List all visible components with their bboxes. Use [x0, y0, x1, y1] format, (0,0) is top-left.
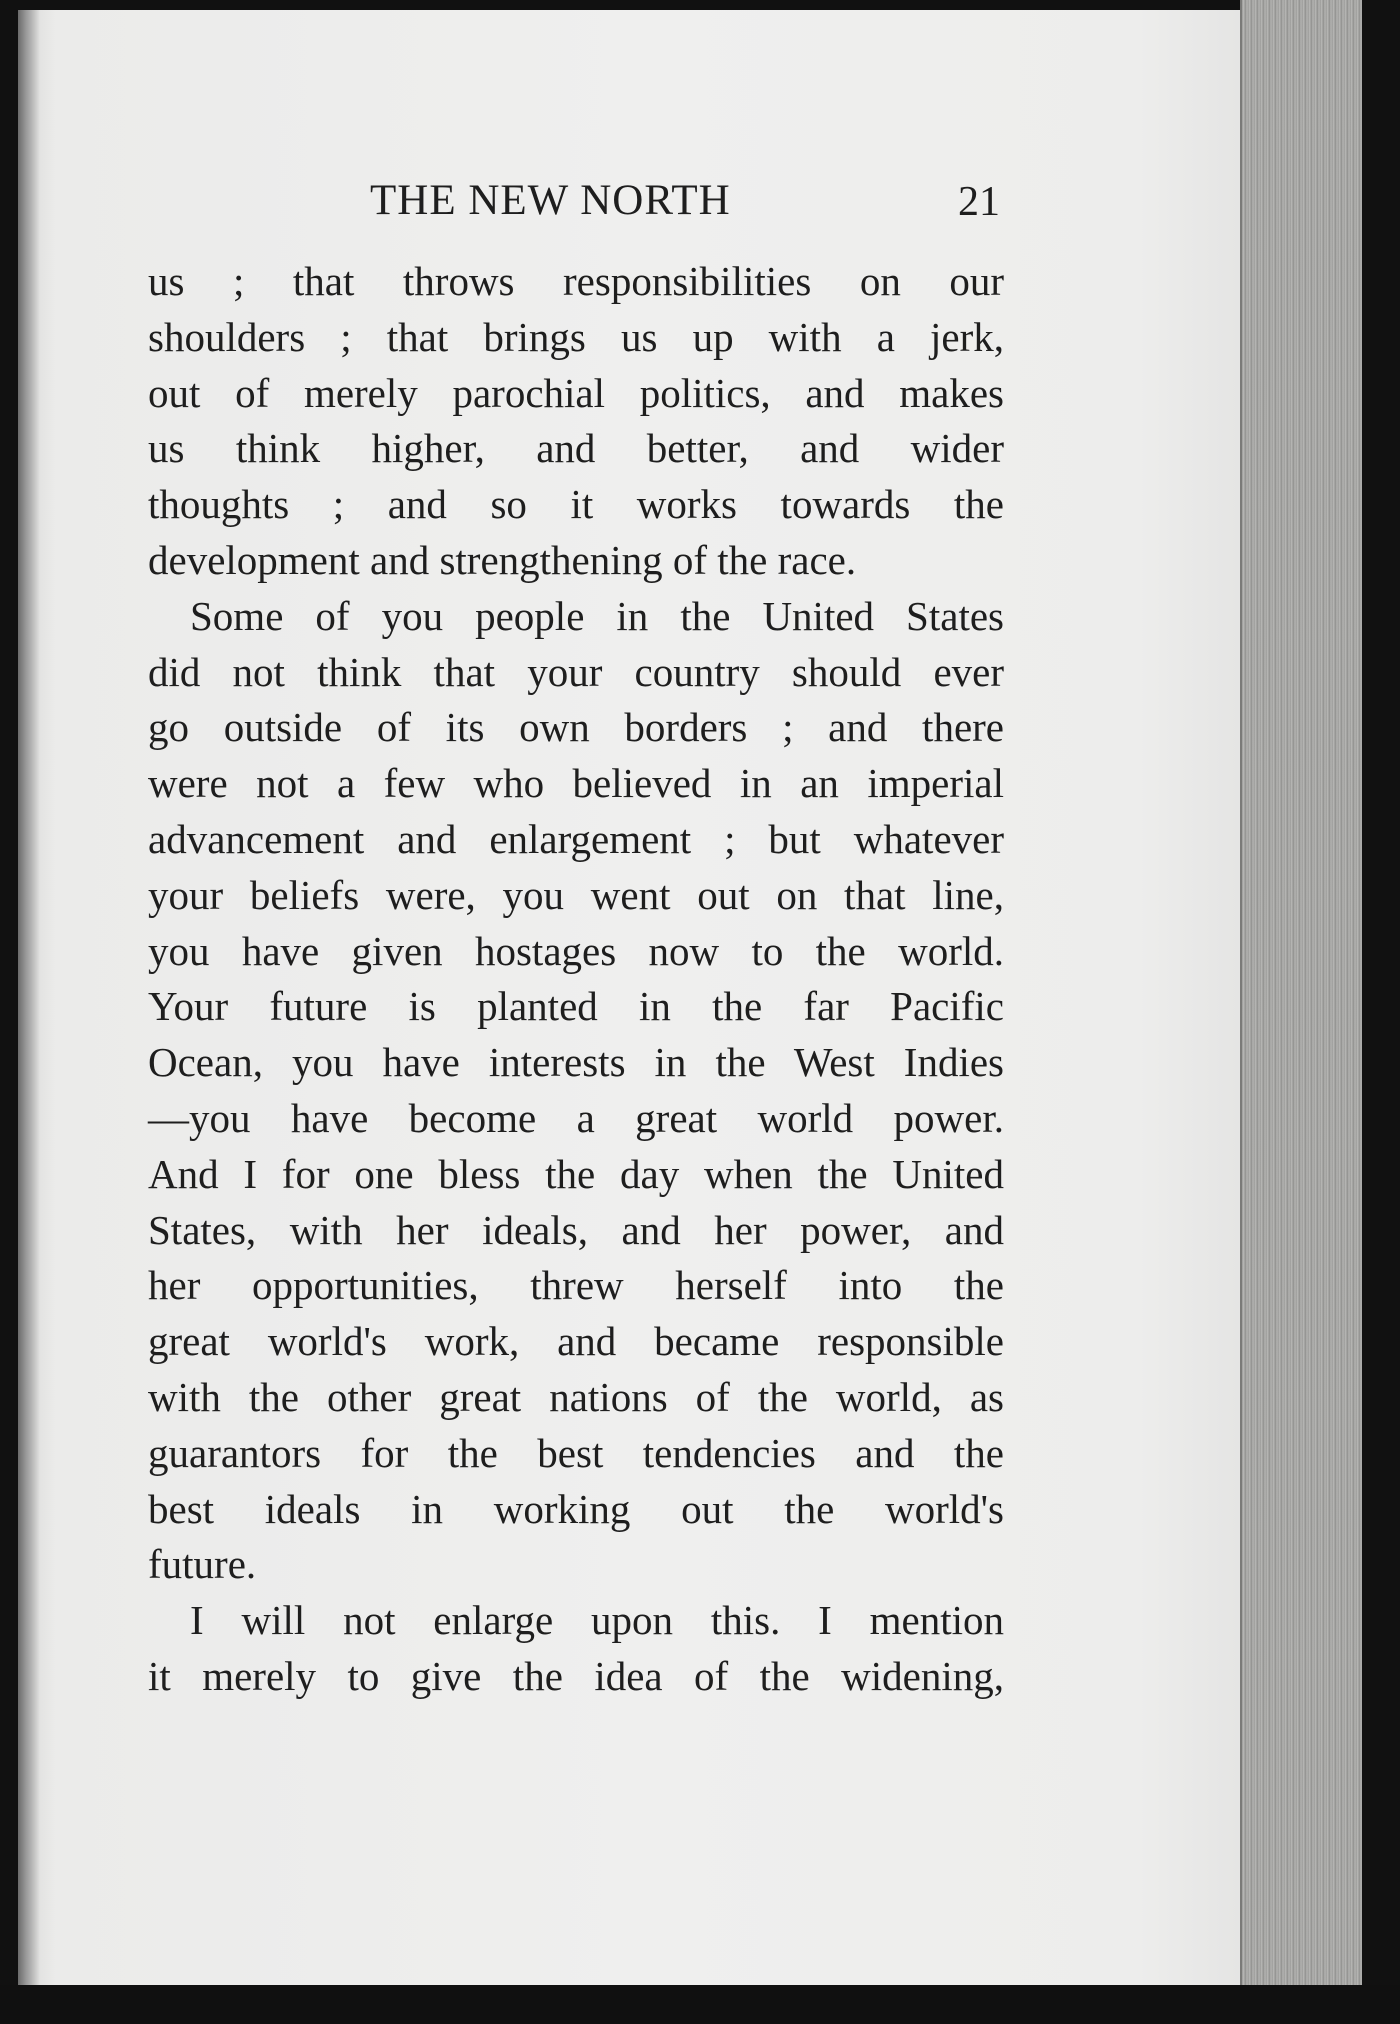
- page-edges: [1240, 0, 1362, 2000]
- text-line: guarantors for the best tendencies and the: [148, 1429, 1004, 1476]
- text-line: Ocean, you have interests in the West Indies: [148, 1039, 1004, 1086]
- text-line: great world's work, and became responsible: [148, 1318, 1004, 1365]
- page-number: 21: [958, 179, 1000, 225]
- text-line: Some of you people in the United States: [190, 592, 1004, 639]
- text-line: out of merely parochial politics, and makes: [148, 369, 1004, 416]
- text-line: And I for one bless the day when the United: [148, 1150, 1004, 1197]
- text-line: shoulders ; that brings us up with a jerk,: [148, 313, 1004, 360]
- text-line: were not a few who believed in an imperial: [148, 760, 1004, 807]
- text-line: with the other great nations of the world, as: [148, 1373, 1004, 1420]
- text-line: —you have become a great world power.: [148, 1094, 1004, 1141]
- text-line: I will not enlarge upon this. I mention: [190, 1597, 1004, 1644]
- text-line: you have given hostages now to the world.: [148, 927, 1004, 974]
- text-line: it merely to give the idea of the widening,: [148, 1652, 1004, 1699]
- scan-border: [0, 1985, 1400, 2024]
- text-line: best ideals in working out the world's: [148, 1485, 1004, 1532]
- text-line: Your future is planted in the far Pacific: [148, 983, 1004, 1030]
- text-line: us ; that throws responsibilities on our: [148, 258, 1004, 304]
- binding-gutter: [18, 10, 40, 1985]
- text-line: her opportunities, threw herself into the: [148, 1262, 1004, 1309]
- page-header: [148, 176, 1004, 236]
- text-line: development and strengthening of the race.: [148, 536, 857, 583]
- text-line: States, with her ideals, and her power, and: [148, 1206, 1004, 1253]
- text-line: thoughts ; and so it works towards the: [148, 481, 1004, 528]
- text-line: advancement and enlargement ; but whatever: [148, 815, 1004, 862]
- text-line: future.: [148, 1541, 257, 1588]
- text-line: did not think that your country should ever: [148, 648, 1004, 695]
- running-title: THE NEW NORTH: [370, 177, 731, 224]
- text-line: your beliefs were, you went out on that line,: [148, 871, 1004, 918]
- text-line: go outside of its own borders ; and there: [148, 704, 1004, 751]
- body-text: [148, 254, 1004, 1705]
- text-line: us think higher, and better, and wider: [148, 425, 1004, 472]
